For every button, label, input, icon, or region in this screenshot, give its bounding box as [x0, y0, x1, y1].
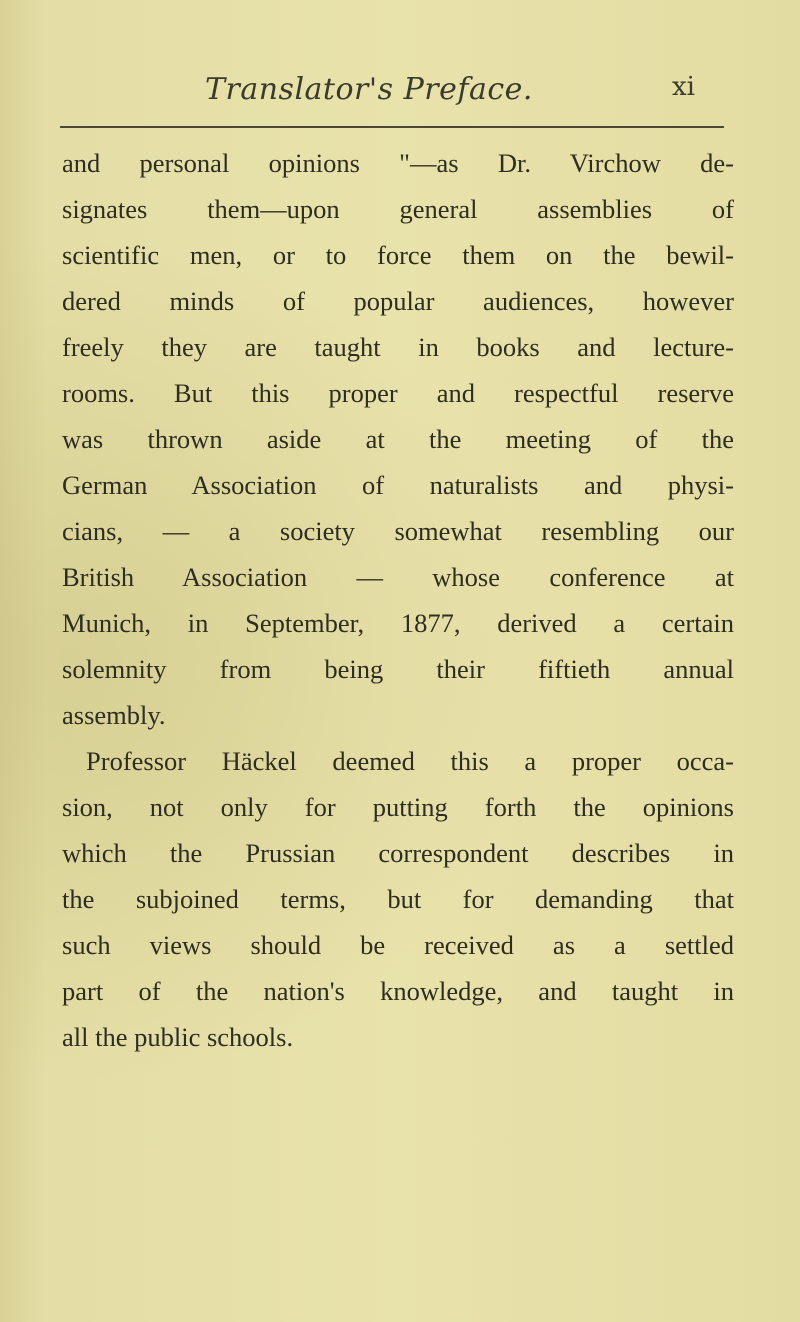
text-line: signates them—upon general assemblies of	[62, 194, 734, 224]
text-line: freely they are taught in books and lecture-	[62, 332, 734, 362]
page-header	[0, 72, 800, 122]
text-line: and personal opinions "—as Dr. Virchow de-	[62, 148, 734, 178]
text-line: all the public schools.	[62, 1022, 294, 1052]
text-line: sion, not only for putting forth the opinions	[62, 792, 734, 822]
text-line: solemnity from being their fiftieth annual	[62, 654, 734, 684]
text-line: assembly.	[62, 700, 166, 730]
text-line: the subjoined terms, but for demanding that	[62, 884, 734, 914]
text-line: which the Prussian correspondent describes in	[62, 838, 734, 868]
text-line: Munich, in September, 1877, derived a certain	[62, 608, 734, 638]
text-line: Professor Häckel deemed this a proper occa-	[86, 746, 734, 776]
text-line: scientific men, or to force them on the bewil-	[62, 240, 734, 270]
text-line: was thrown aside at the meeting of the	[62, 424, 734, 454]
text-line: British Association — whose conference at	[62, 562, 734, 592]
text-line: dered minds of popular audiences, however	[62, 286, 734, 316]
text-line: part of the nation's knowledge, and taught in	[62, 976, 734, 1006]
body-text	[62, 140, 734, 1060]
text-line: rooms. But this proper and respectful reserve	[62, 378, 734, 408]
text-line: cians, — a society somewhat resembling our	[62, 516, 734, 546]
page-number: xi	[672, 72, 695, 102]
text-line: German Association of naturalists and physi-	[62, 470, 734, 500]
running-title: Translator's Preface.	[205, 72, 533, 107]
text-line: such views should be received as a settled	[62, 930, 734, 960]
header-rule	[60, 126, 724, 128]
